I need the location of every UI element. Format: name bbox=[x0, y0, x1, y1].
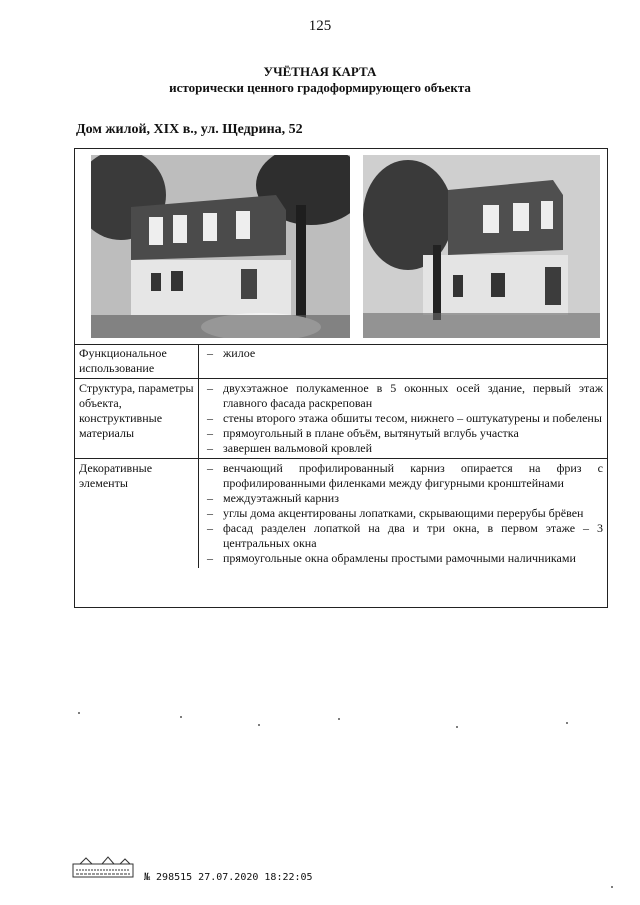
document-title bbox=[0, 64, 640, 96]
row-label: Структура, параметры объекта, конструктивные материалы bbox=[75, 379, 199, 459]
list-item: – прямоугольные окна обрамлены простыми рамочными наличниками bbox=[205, 551, 603, 566]
building-photo-side bbox=[363, 155, 600, 338]
scan-speck bbox=[258, 724, 260, 726]
table-row bbox=[75, 379, 607, 459]
attributes-table bbox=[75, 344, 607, 568]
table-row bbox=[75, 344, 607, 379]
scan-speck bbox=[566, 722, 568, 724]
record-card bbox=[74, 148, 608, 608]
list-item: – прямоугольный в плане объём, вытянутый вглубь участка bbox=[205, 426, 603, 441]
scan-speck bbox=[456, 726, 458, 728]
list-item: – углы дома акцентированы лопатками, скрывающими перерубы брёвен bbox=[205, 506, 603, 521]
row-label: Функциональное использование bbox=[75, 344, 199, 379]
object-heading: Дом жилой, XIX в., ул. Щедрина, 52 bbox=[76, 122, 303, 137]
list-item: – междуэтажный карниз bbox=[205, 491, 603, 506]
table-row bbox=[75, 459, 607, 569]
document-registration-id: № 298515 27.07.2020 18:22:05 bbox=[144, 872, 313, 883]
title-line-2: исторически ценного градоформирующего объекта bbox=[169, 80, 471, 95]
list-item: – венчающий профилированный карниз опирается на фриз с профилированными филенками между фигурными кронштейнами bbox=[205, 461, 603, 491]
scan-speck bbox=[78, 712, 80, 714]
scan-speck bbox=[338, 718, 340, 720]
row-values bbox=[199, 344, 608, 379]
list-item: – завершен вальмовой кровлей bbox=[205, 441, 603, 456]
title-line-1: УЧЁТНАЯ КАРТА bbox=[263, 64, 377, 79]
photos-row bbox=[75, 149, 607, 345]
scan-speck bbox=[180, 716, 182, 718]
list-item: – жилое bbox=[205, 346, 603, 361]
page-number: 125 bbox=[308, 18, 332, 34]
list-item: – стены второго этажа обшиты тесом, нижнего – оштукатурены и побелены bbox=[205, 411, 603, 426]
row-values bbox=[199, 379, 608, 459]
building-photo-front bbox=[91, 155, 350, 338]
row-values bbox=[199, 459, 608, 569]
scan-speck bbox=[611, 886, 613, 888]
list-item: – фасад разделен лопаткой на два и три окна, в первом этаже – 3 центральных окна bbox=[205, 521, 603, 551]
row-label: Декоративные элементы bbox=[75, 459, 199, 569]
list-item: – двухэтажное полукаменное в 5 оконных осей здание, первый этаж главного фасада раскрепован bbox=[205, 381, 603, 411]
stamp-logo bbox=[72, 856, 134, 878]
